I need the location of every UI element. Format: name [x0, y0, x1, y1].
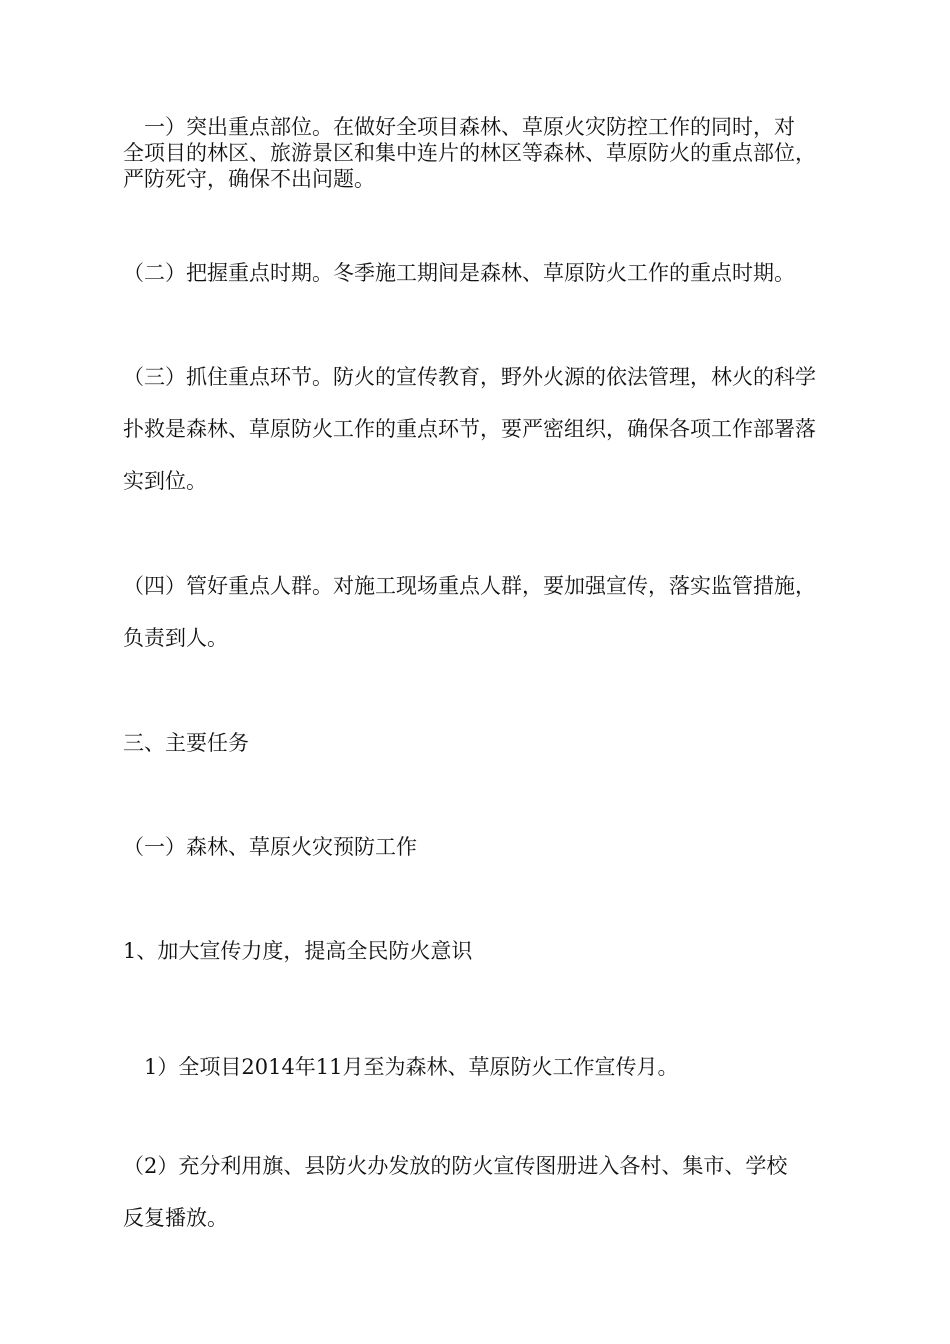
paragraph-line: 扑救是森林、草原防火工作的重点环节，要严密组织，确保各项工作部署落 — [123, 417, 816, 441]
paragraph-line: （四）管好重点人群。对施工现场重点人群，要加强宣传，落实监管措施， — [123, 574, 816, 598]
list-item: 反复播放。 — [123, 1206, 228, 1230]
paragraph-line: 一）突出重点部位。在做好全项目森林、草原火灾防控工作的同时，对 — [123, 115, 795, 139]
list-item: 1）全项目2014年11月至为森林、草原防火工作宣传月。 — [123, 1055, 679, 1079]
paragraph-line: 全项目的林区、旅游景区和集中连片的林区等森林、草原防火的重点部位， — [123, 141, 816, 165]
list-item-heading: 1、加大宣传力度，提高全民防火意识 — [123, 939, 473, 963]
subsection-heading: （一）森林、草原火灾预防工作 — [123, 835, 417, 859]
list-item: （2）充分利用旗、县防火办发放的防火宣传图册进入各村、集市、学校 — [123, 1154, 788, 1178]
paragraph-line: （三）抓住重点环节。防火的宣传教育，野外火源的依法管理，林火的科学 — [123, 365, 816, 389]
section-heading: 三、主要任务 — [123, 731, 249, 755]
paragraph-line: 严防死守，确保不出问题。 — [123, 167, 375, 191]
paragraph-line: （二）把握重点时期。冬季施工期间是森林、草原防火工作的重点时期。 — [123, 261, 795, 285]
paragraph-line: 负责到人。 — [123, 626, 228, 650]
paragraph-line: 实到位。 — [123, 469, 207, 493]
